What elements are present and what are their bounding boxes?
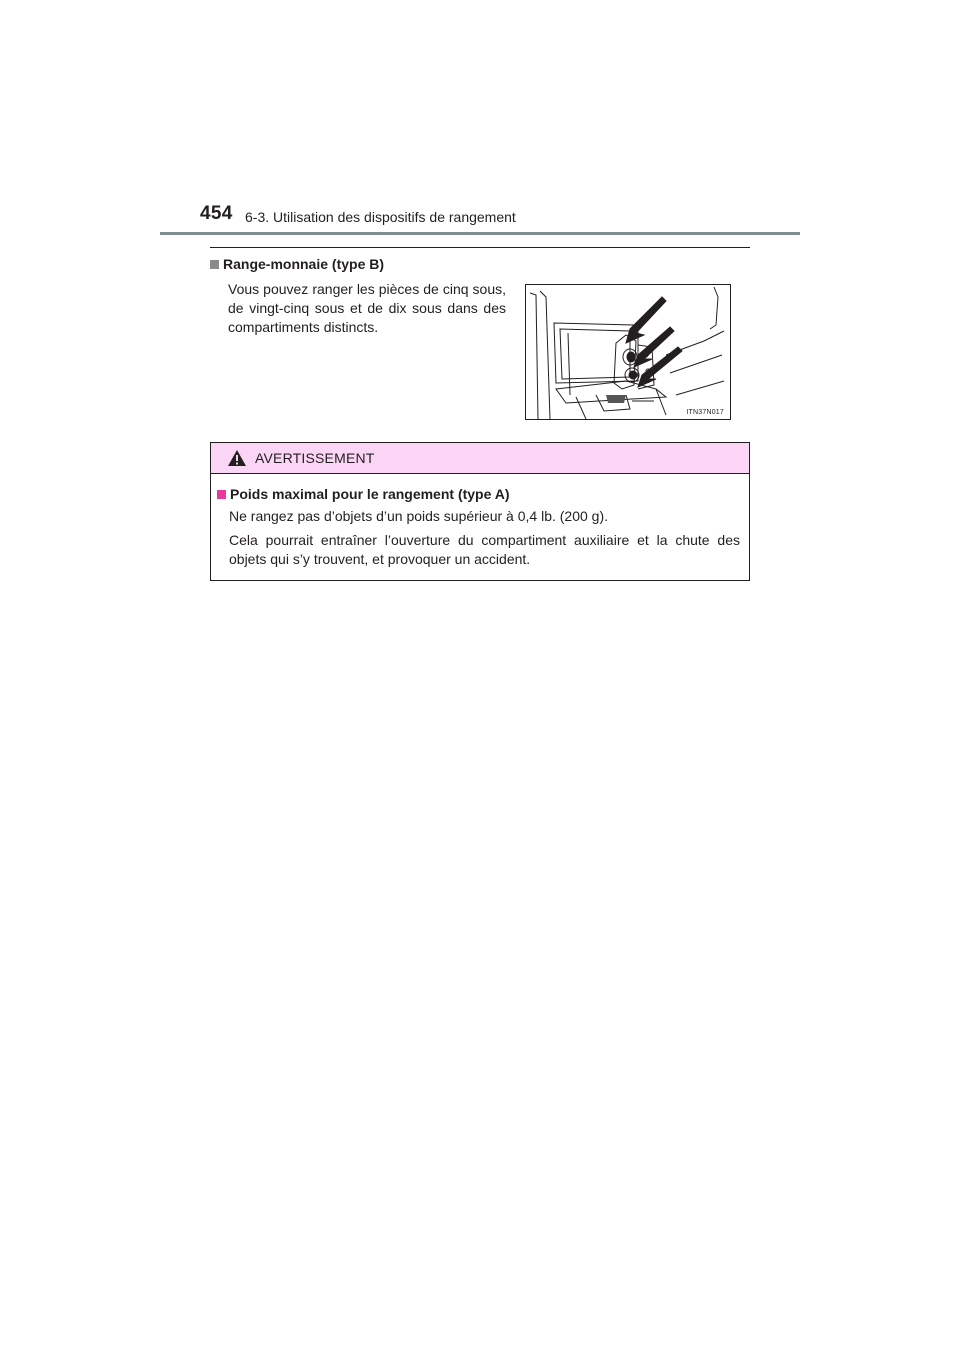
pink-square-bullet-icon	[217, 490, 226, 499]
warning-triangle-icon	[227, 449, 247, 467]
square-bullet-icon	[210, 260, 219, 269]
section-body: Vous pouvez ranger les pièces de cinq sous, de vingt-cinq sous et de dix sous dans des compartiments distincts.	[228, 281, 506, 335]
warning-box	[210, 442, 750, 581]
section-heading	[210, 256, 384, 272]
warning-header	[211, 443, 749, 474]
header-rule	[160, 232, 800, 235]
warning-heading-text: Poids maximal pour le rangement (type A)	[230, 486, 510, 502]
page-number: 454	[200, 203, 233, 224]
coin-holder-illustration	[525, 284, 731, 420]
chapter-title: 6-3. Utilisation des dispositifs de rangement	[245, 209, 516, 225]
coin-holder-drawing	[526, 285, 730, 419]
section-rule	[210, 247, 750, 248]
warning-paragraph-2: Cela pourrait entraîner l’ouverture du compartiment auxiliaire et la chute des objets qui s’y trouvent, et provoquer un accident.	[229, 532, 740, 567]
illustration-code: ITN37N017	[686, 409, 724, 416]
section-heading-text: Range-monnaie (type B)	[223, 256, 385, 272]
warning-paragraph-1: Ne rangez pas d’objets d’un poids supérieur à 0,4 lb. (200 g).	[229, 508, 609, 524]
warning-label: AVERTISSEMENT	[255, 450, 375, 466]
warning-heading	[217, 486, 510, 502]
